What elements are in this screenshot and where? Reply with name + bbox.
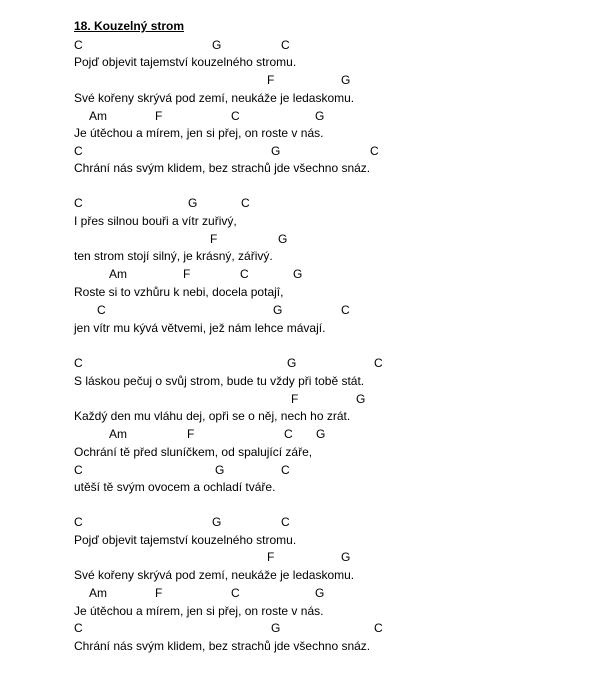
chord: C xyxy=(281,38,290,52)
chord: C xyxy=(281,463,290,477)
chord: Am xyxy=(89,586,107,600)
chord: C xyxy=(374,621,383,635)
chord: G xyxy=(212,38,222,52)
lyric-line: Chrání nás svým klidem, bez strachů jde všechno snáz. xyxy=(74,161,371,175)
chord: G xyxy=(316,427,326,441)
chord: G xyxy=(341,550,351,564)
lyric-line: Každý den mu vláhu dej, opři se o něj, nech ho zrát. xyxy=(74,409,351,423)
chord: C xyxy=(74,356,83,370)
chord: G xyxy=(215,463,225,477)
lyric-line: jen vítr mu kývá větvemi, jež nám lehce mávají. xyxy=(74,321,326,335)
chord: Am xyxy=(109,267,127,281)
chord: F xyxy=(210,232,218,246)
chord: G xyxy=(315,109,325,123)
chord: G xyxy=(271,144,281,158)
lyric-line: Chrání nás svým klidem, bez strachů jde všechno snáz. xyxy=(74,639,371,653)
chord: C xyxy=(370,144,379,158)
lyric-line: Roste si to vzhůru k nebi, docela potajî, xyxy=(74,285,284,299)
chord: G xyxy=(315,586,325,600)
chord: F xyxy=(267,550,275,564)
chord: Am xyxy=(109,427,127,441)
chord: G xyxy=(271,621,281,635)
lyric-line: Své kořeny skrývá pod zemí, neukáže je ledaskomu. xyxy=(74,91,355,105)
chord: C xyxy=(341,303,350,317)
chord: G xyxy=(356,392,366,406)
lyric-line: I přes silnou bouři a vítr zuřivý, xyxy=(74,214,237,228)
chord: C xyxy=(74,515,83,529)
chord: F xyxy=(155,586,163,600)
lyric-line: utěší tě svým ovocem a ochladí tváře. xyxy=(74,480,276,494)
chord: G xyxy=(278,232,288,246)
chord: Am xyxy=(89,109,107,123)
chord: F xyxy=(183,267,191,281)
chord: F xyxy=(187,427,195,441)
chord: C xyxy=(284,427,293,441)
chord: C xyxy=(281,515,290,529)
lyric-line: Je útěchou a mírem, jen si přej, on roste v nás. xyxy=(74,604,324,618)
chord: C xyxy=(97,303,106,317)
song-title: 18. Kouzelný strom xyxy=(74,19,185,33)
chord: C xyxy=(74,144,83,158)
lyric-line: Je útěchou a mírem, jen si přej, on roste v nás. xyxy=(74,126,324,140)
lyric-line: Ochrání tě před sluníčkem, od spalující záře, xyxy=(74,445,313,459)
lyric-line: ten strom stojí silný, je krásný, zářivý. xyxy=(74,249,273,263)
chord: C xyxy=(74,38,83,52)
lyric-line: Své kořeny skrývá pod zemí, neukáže je ledaskomu. xyxy=(74,568,355,582)
chord: G xyxy=(341,73,351,87)
chord: C xyxy=(231,586,240,600)
lyric-line: S láskou pečuj o svůj strom, bude tu vždy při tobě stát. xyxy=(74,374,365,388)
chord: C xyxy=(241,196,250,210)
chord: G xyxy=(273,303,283,317)
chord: C xyxy=(74,196,83,210)
chord: F xyxy=(155,109,163,123)
chord: F xyxy=(267,73,275,87)
chord: G xyxy=(293,267,303,281)
chord: C xyxy=(231,109,240,123)
chord: C xyxy=(240,267,249,281)
chord: G xyxy=(287,356,297,370)
chord: G xyxy=(188,196,198,210)
chord: C xyxy=(74,621,83,635)
chord: C xyxy=(74,463,83,477)
lyric-line: Pojď objevit tajemství kouzelného stromu. xyxy=(74,533,297,547)
lyric-line: Pojď objevit tajemství kouzelného stromu. xyxy=(74,55,297,69)
chord: F xyxy=(291,392,299,406)
chord: C xyxy=(374,356,383,370)
chord: G xyxy=(212,515,222,529)
